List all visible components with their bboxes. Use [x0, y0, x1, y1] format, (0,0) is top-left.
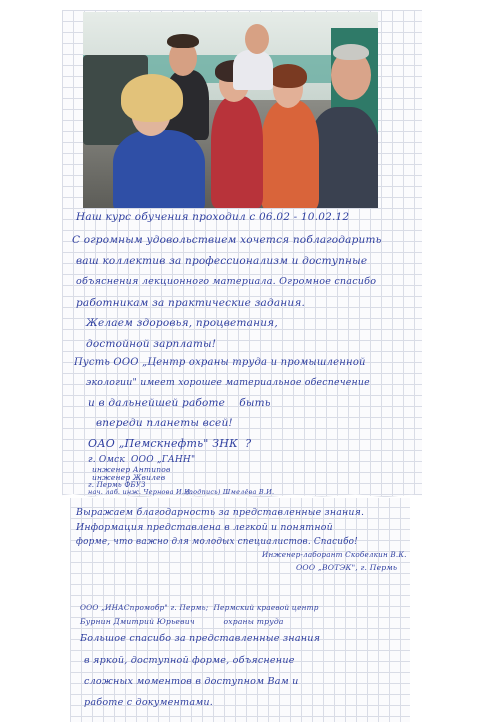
signature-line: Инженер-лаборант Скобелкин В.К.: [262, 550, 407, 559]
attendee-line: инженер Антипов: [92, 465, 171, 474]
letter-line: Информация представлена в легкой и понятной: [76, 522, 333, 533]
letter-line: работе с документами.: [84, 697, 214, 708]
organization-line: ОАО „Пемскнефть" ЗНК ?: [88, 437, 252, 450]
letter-line: Пусть ООО „Центр охраны труда и промышленной: [74, 357, 366, 368]
letter-line: Желаем здоровья, процветания,: [86, 317, 278, 329]
attendee-signature: (подпись) Шмелёва В.И.: [186, 488, 275, 496]
letter-line: ваш коллектив за профессионализм и доступные: [76, 255, 368, 267]
letter-line: Большое спасибо за представленные знания: [80, 633, 321, 644]
letter-line: С огромным удовольствием хочется поблагодарить: [72, 234, 382, 246]
letter-line: достойной зарплаты!: [86, 338, 217, 350]
letter-line: Бурнин Дмитрий Юрьевич охраны труда: [80, 617, 284, 626]
letter-line: Выражаем благодарность за представленные знания.: [76, 507, 365, 518]
letter-line: форме, что важно для молодых специалистов. Спасибо!: [76, 537, 358, 547]
letter-line: Наш курс обучения проходил с 06.02 - 10.02.12: [76, 211, 350, 223]
attendee-line: нач. лаб. инж. Чернова И.Н.: [88, 488, 193, 496]
letter-line: сложных моментов в доступном Вам и: [84, 676, 299, 687]
letter-line: впереди планеты всей!: [96, 417, 233, 429]
letter-line: и в дальнейшей работе быть: [88, 397, 271, 409]
signature-line: ООО „ВОТЭК", г. Пермь: [296, 563, 398, 572]
letter-line: работникам за практические задания.: [76, 297, 306, 309]
attendee-line: г. Омск ООО „ГАНН": [88, 455, 196, 465]
letter-line: ООО „ИНАСпромобр" г. Пермь; Пермский краевой центр: [80, 603, 319, 612]
letter-line: объяснения лекционного материала. Огромное спасибо: [76, 276, 377, 287]
attendee-line: г. Пермь ФБУЗ: [88, 481, 146, 489]
letter-line: в яркой, доступной форме, объяснение: [84, 655, 295, 666]
group-photo: [83, 12, 378, 208]
attendee-line: инженер Жвилев: [92, 473, 166, 482]
letter-line: экологии" имеет хорошее материальное обеспечение: [86, 377, 370, 388]
